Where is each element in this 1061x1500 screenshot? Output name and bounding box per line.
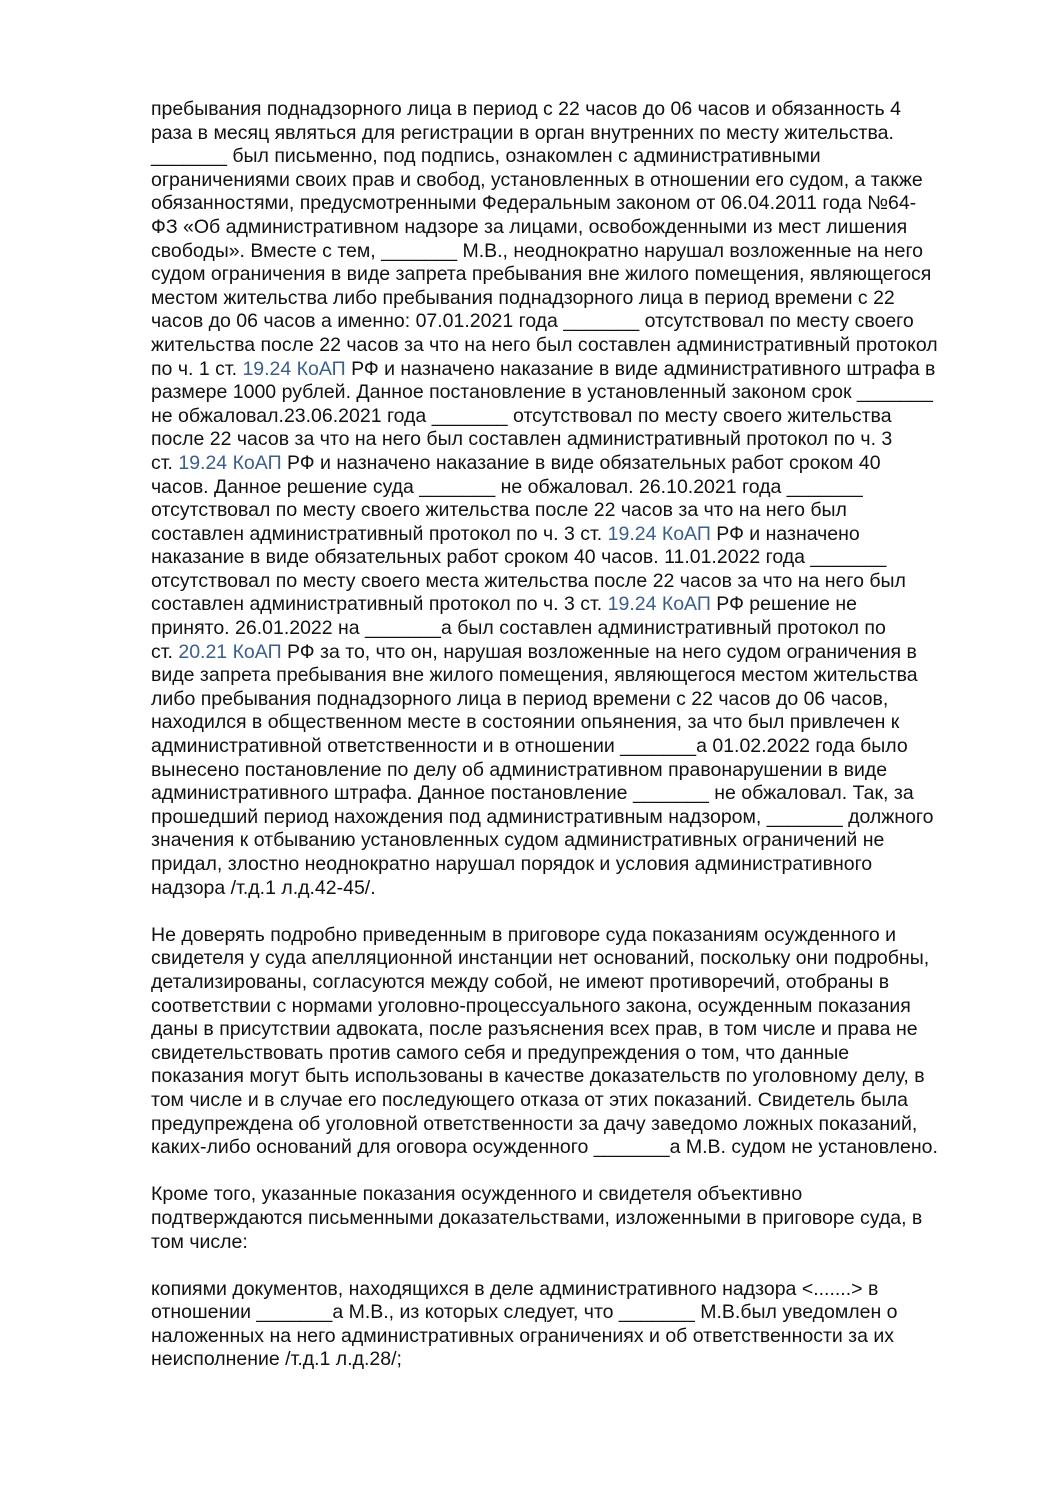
text-line	[151, 1018, 991, 1042]
text-line	[151, 169, 991, 193]
paragraph	[151, 1278, 991, 1372]
text-line	[151, 98, 991, 122]
text-line	[151, 1231, 991, 1255]
text-segment: находился в общественном месте в состоянии опьянения, за что был привлечен к	[151, 711, 900, 734]
text-segment: пребывания поднадзорного лица в период с 22 часов до 06 часов и обязанность 4	[151, 98, 901, 120]
text-segment: отсутствовал по месту своего жительства после 22 часов за что на него был	[151, 499, 847, 522]
text-segment: прошедший период нахождения под административным надзором, _______ должного	[151, 805, 934, 828]
text-segment: _______ был письменно, под подпись, ознакомлен с административными	[151, 145, 821, 168]
text-line	[151, 428, 991, 452]
text-line	[151, 240, 991, 264]
text-line	[151, 1089, 991, 1113]
text-segment: принято. 26.01.2022 на _______а был составлен административный протокол по	[151, 617, 886, 640]
text-segment: вынесено постановление по делу об административном правонарушении в виде	[151, 758, 888, 781]
text-segment: не обжаловал.23.06.2021 года _______ отсутствовал по месту своего жительства	[151, 404, 892, 427]
text-segment: подтверждаются письменными доказательствами, изложенными в приговоре суда, в	[151, 1206, 923, 1229]
law-reference-link[interactable]: 19.24 КоАП	[242, 357, 346, 380]
text-segment: значения к отбыванию установленных судом административных ограничений не	[151, 829, 885, 852]
text-line	[151, 759, 991, 783]
text-line	[151, 499, 991, 523]
paragraph-gap	[151, 1160, 991, 1184]
text-segment: детализированы, согласуются между собой, не имеют противоречий, отобраны в	[151, 970, 890, 993]
text-line	[151, 1278, 991, 1302]
text-line	[151, 1113, 991, 1137]
text-segment: свободы». Вместе с тем, _______ М.В., неоднократно нарушал возложенные на него	[151, 239, 924, 262]
text-segment: каких-либо оснований для оговора осужденного _______а М.В. судом не установлено.	[151, 1136, 938, 1159]
text-line	[151, 688, 991, 712]
text-segment: надзора /т.д.1 л.д.42-45/.	[151, 876, 376, 899]
text-segment: наложенных на него административных ограничениях и об ответственности за их	[151, 1324, 895, 1347]
text-line	[151, 1183, 991, 1207]
text-line	[151, 664, 991, 688]
text-line	[151, 806, 991, 830]
text-line	[151, 853, 991, 877]
paragraph	[151, 1183, 991, 1254]
text-line	[151, 711, 991, 735]
paragraph-gap	[151, 1254, 991, 1278]
text-segment: размере 1000 рублей. Данное постановление в установленный законом срок _______	[151, 381, 933, 404]
document-page	[151, 98, 991, 1372]
text-segment: предупреждена об уголовной ответственности за дачу заведомо ложных показаний,	[151, 1112, 918, 1135]
text-segment: РФ за то, что он, нарушая возложенные на него судом ограничения в	[281, 640, 917, 663]
text-segment: часов. Данное решение суда _______ не обжаловал. 26.10.2021 года _______	[151, 475, 863, 498]
text-segment: местом жительства либо пребывания поднадзорного лица в период времени с 22	[151, 286, 895, 309]
law-reference-link[interactable]: 19.24 КоАП	[607, 522, 711, 545]
law-reference-link[interactable]: 20.21 КоАП	[178, 640, 282, 663]
text-segment: жительства после 22 часов за что на него был составлен административный протокол	[151, 333, 938, 356]
text-segment: составлен административный протокол по ч. 3 ст.	[151, 522, 608, 545]
text-line	[151, 995, 991, 1019]
text-line	[151, 593, 991, 617]
text-line	[151, 570, 991, 594]
text-segment: отношении _______а М.В., из которых следует, что _______ М.В.был уведомлен о	[151, 1301, 898, 1324]
text-line	[151, 1207, 991, 1231]
text-line	[151, 1065, 991, 1089]
text-segment: Не доверять подробно приведенным в приговоре суда показаниям осужденного и	[151, 923, 897, 946]
text-line	[151, 546, 991, 570]
text-segment: судом ограничения в виде запрета пребывания вне жилого помещения, являющегося	[151, 263, 932, 286]
text-line	[151, 334, 991, 358]
text-line	[151, 617, 991, 641]
text-line	[151, 1136, 991, 1160]
text-segment: ограничениями своих прав и свобод, установленных в отношении его судом, а также	[151, 168, 923, 191]
text-segment: РФ решение не	[710, 593, 858, 616]
text-segment: составлен административный протокол по ч. 3 ст.	[151, 593, 608, 616]
text-segment: РФ и назначено наказание в виде обязательных работ сроком 40	[281, 451, 881, 474]
law-reference-link[interactable]: 19.24 КоАП	[607, 593, 711, 616]
text-line	[151, 452, 991, 476]
text-line	[151, 735, 991, 759]
text-segment: РФ и назначено	[710, 522, 860, 545]
text-line	[151, 782, 991, 806]
text-segment: по ч. 1 ст.	[151, 357, 243, 380]
text-segment: после 22 часов за что на него был составлен административный протокол по ч. 3	[151, 428, 893, 451]
text-segment: отсутствовал по месту своего места жительства после 22 часов за что на него был	[151, 569, 906, 592]
text-line	[151, 1042, 991, 1066]
text-line	[151, 877, 991, 901]
text-segment: виде запрета пребывания вне жилого помещения, являющегося местом жительства	[151, 664, 918, 687]
law-reference-link[interactable]: 19.24 КоАП	[178, 451, 282, 474]
text-line	[151, 358, 991, 382]
text-segment: обязанностями, предусмотренными Федеральным законом от 06.04.2011 года №64-	[151, 192, 917, 215]
text-line	[151, 1325, 991, 1349]
paragraph	[151, 98, 991, 900]
text-segment: ст.	[151, 640, 179, 663]
text-line	[151, 216, 991, 240]
paragraph-gap	[151, 900, 991, 924]
text-segment: РФ и назначено наказание в виде административного штрафа в	[345, 357, 936, 380]
text-segment: ФЗ «Об административном надзоре за лицами, освобожденными из мест лишения	[151, 215, 908, 238]
text-segment: часов до 06 часов а именно: 07.01.2021 года _______ отсутствовал по месту своего	[151, 310, 914, 333]
text-line	[151, 381, 991, 405]
text-line	[151, 829, 991, 853]
text-line	[151, 476, 991, 500]
text-segment: том числе:	[151, 1230, 248, 1253]
text-segment: том числе и в случае его последующего отказа от этих показаний. Свидетель была	[151, 1088, 908, 1111]
text-line	[151, 263, 991, 287]
text-segment: наказание в виде обязательных работ сроком 40 часов. 11.01.2022 года _______	[151, 546, 887, 569]
text-segment: свидетеля у суда апелляционной инстанции нет оснований, поскольку они подробны,	[151, 947, 930, 970]
text-line	[151, 287, 991, 311]
text-segment: раза в месяц являться для регистрации в орган внутренних по месту жительства.	[151, 121, 894, 144]
text-segment: копиями документов, находящихся в деле административного надзора <.......> в	[151, 1277, 879, 1300]
text-segment: административного штрафа. Данное постановление _______ не обжаловал. Так, за	[151, 782, 914, 805]
text-segment: показания могут быть использованы в качестве доказательств по уголовному делу, в	[151, 1065, 925, 1088]
paragraph	[151, 924, 991, 1160]
text-line	[151, 145, 991, 169]
text-line	[151, 971, 991, 995]
text-line	[151, 1301, 991, 1325]
text-segment: свидетельствовать против самого себя и предупреждения о том, что данные	[151, 1041, 850, 1064]
text-line	[151, 405, 991, 429]
text-line	[151, 310, 991, 334]
text-segment: административной ответственности и в отношении _______а 01.02.2022 года было	[151, 735, 908, 758]
text-segment: неисполнение /т.д.1 л.д.28/;	[151, 1348, 402, 1371]
text-segment: придал, злостно неоднократно нарушал порядок и условия административного	[151, 853, 873, 875]
text-segment: ст.	[151, 451, 179, 474]
text-line	[151, 523, 991, 547]
text-line	[151, 1348, 991, 1372]
text-segment: даны в присутствии адвоката, после разъяснения всех прав, в том числе и права не	[151, 1018, 918, 1041]
text-line	[151, 947, 991, 971]
text-line	[151, 924, 991, 948]
text-segment: соответствии с нормами уголовно-процессуального закона, осужденным показания	[151, 994, 911, 1017]
text-line	[151, 192, 991, 216]
text-line	[151, 641, 991, 665]
text-line	[151, 122, 991, 146]
text-segment: либо пребывания поднадзорного лица в период времени с 22 часов до 06 часов,	[151, 687, 889, 710]
text-segment: Кроме того, указанные показания осужденного и свидетеля объективно	[151, 1183, 803, 1206]
